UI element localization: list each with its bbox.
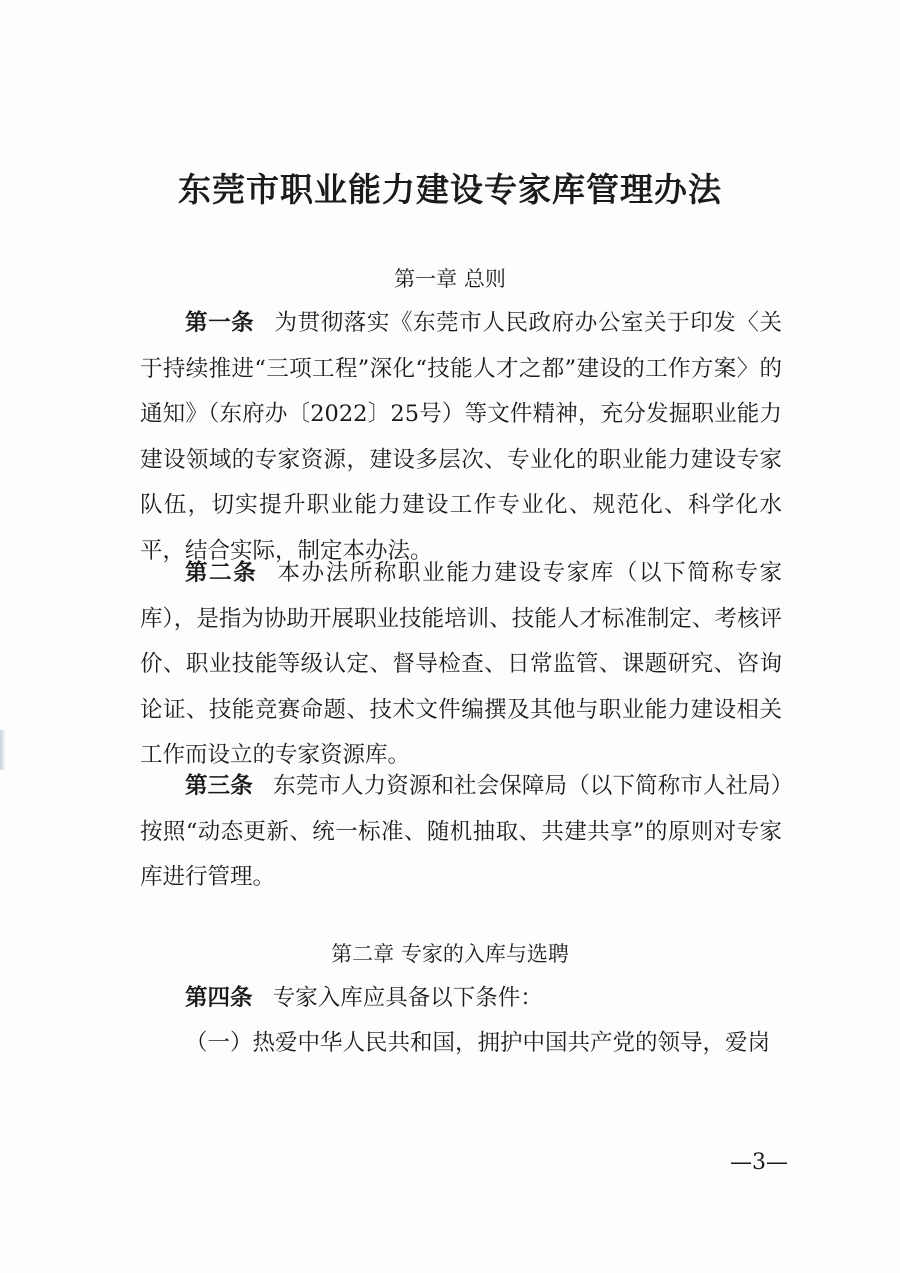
article-3-text: 东莞市人力资源和社会保障局（以下简称市人社局）按照“动态更新、统一标准、随机抽取、共建共享”的原则对专家库进行管理。 — [140, 773, 782, 890]
article-1-label: 第一条 — [185, 310, 255, 336]
article-4-text: 专家入库应具备以下条件： — [272, 985, 543, 1011]
scan-edge-mark — [0, 730, 6, 770]
page-number: —3— — [730, 1150, 788, 1175]
article-4-item-1: （一）热爱中华人民共和国，拥护中国共产党的领导，爱岗 — [185, 1030, 771, 1056]
article-2-text: 本办法所称职业能力建设专家库（以下简称专家库），是指为协助开展职业技能培训、技能人才标准制定、考核评价、职业技能等级认定、督导检查、日常监管、课题研究、咨询论证、技能竞赛命题、技术文件编撰及其他与职业能力建设相关工作而设立的专家资源库。 — [140, 560, 782, 768]
article-3 — [140, 764, 782, 901]
article-4 — [140, 976, 782, 1022]
article-4-label: 第四条 — [185, 985, 253, 1011]
article-1-text: 为贯彻落实《东莞市人民政府办公室关于印发〈关于持续推进“三项工程”深化“技能人才之都”建设的工作方案〉的通知》（东府办〔2022〕25号）等文件精神，充分发掘职业能力建设领域的专家资源，建设多层次、专业化的职业能力建设专家队伍，切实提升职业能力建设工作专业化、规范化、科学化水平，结合实际，制定本办法。 — [140, 310, 782, 564]
article-3-label: 第三条 — [185, 773, 253, 799]
article-2-label: 第二条 — [185, 560, 258, 586]
article-2 — [140, 551, 782, 779]
article-1 — [140, 301, 782, 574]
chapter-heading-2: 第二章 专家的入库与选聘 — [331, 942, 569, 966]
document-title: 东莞市职业能力建设专家库管理办法 — [178, 170, 722, 209]
chapter-heading-1: 第一章 总则 — [394, 267, 506, 291]
